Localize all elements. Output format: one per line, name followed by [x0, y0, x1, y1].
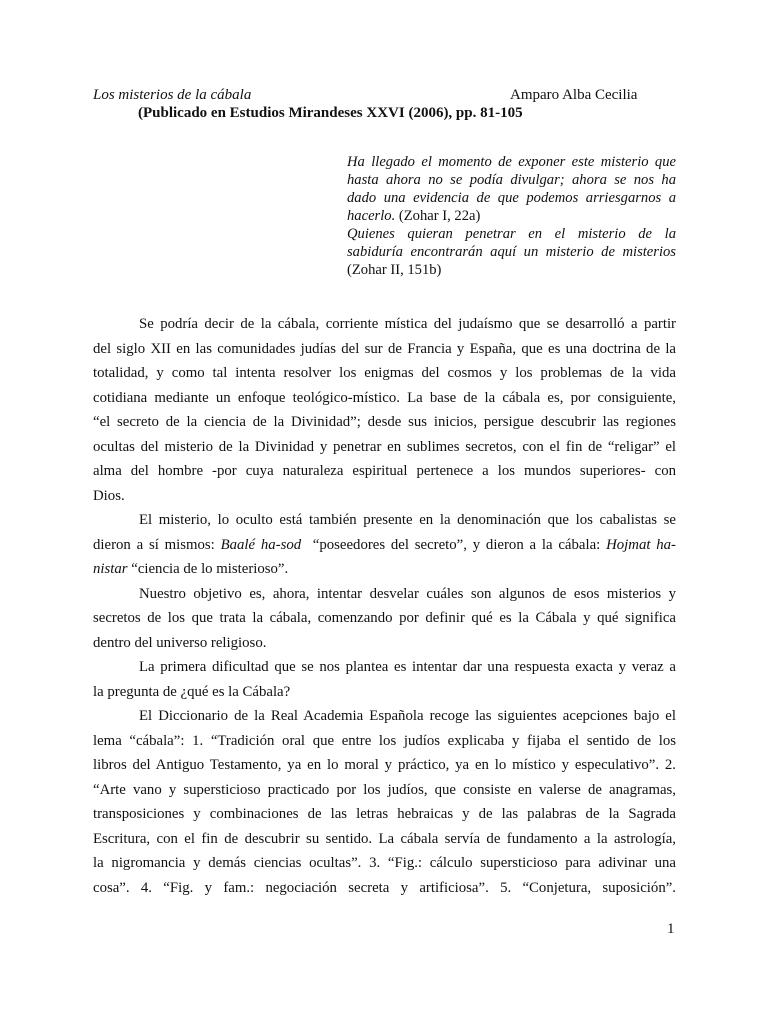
- text-line: totalidad, y como tal intenta resolver los enigmas del cosmos y los problemas de la vida: [93, 365, 676, 381]
- text-line: dieron a sí mismos: Baalé ha-sod “poseedores del secreto”, y dieron a la cábala: Hojmat ha-: [93, 536, 676, 553]
- page-number: 1: [667, 921, 675, 937]
- text-line: “Arte vano y supersticioso practicado por los judíos, que consiste en valerse de anagramas,: [93, 781, 676, 798]
- text-line: El Diccionario de la Real Academia Española recoge las siguientes acepciones bajo el: [139, 708, 676, 724]
- text-line: La primera dificultad que se nos plantea es intentar dar una respuesta exacta y veraz a: [139, 659, 676, 675]
- text-line: El misterio, lo oculto está también presente en la denominación que los cabalistas se: [139, 512, 676, 528]
- epigraph-reference: (Zohar II, 151b): [347, 262, 442, 278]
- text-line: la nigromancia y demás ciencias ocultas”. 3. “Fig.: cálculo supersticioso para adivinar una: [93, 855, 676, 871]
- hebrew-term: Hojmat ha-: [606, 536, 676, 553]
- author-name: Amparo Alba Cecilia: [510, 87, 638, 103]
- text-line: dentro del universo religioso.: [93, 634, 267, 651]
- text-line: nistar “ciencia de lo misterioso”.: [93, 561, 289, 577]
- text-line: alma del hombre -por cuya naturaleza espiritual pertenece a los mundos superiores- con: [93, 463, 676, 479]
- epigraph-line: sabiduría encontrarán aquí un misterio de misterios: [347, 244, 676, 260]
- text-line: Nuestro objetivo es, ahora, intentar desvelar cuáles son algunos de esos misterios y: [139, 585, 676, 602]
- hebrew-term: nistar: [93, 561, 128, 577]
- text-line: “el secreto de la ciencia de la Divinidad”; desde sus inicios, persigue descubrir las regiones: [93, 414, 676, 430]
- epigraph-line: Ha llegado el momento de exponer este misterio que: [347, 154, 676, 170]
- text-line: Se podría decir de la cábala, corriente mística del judaísmo que se desarrolló a partir: [139, 316, 676, 332]
- text-line: la pregunta de ¿qué es la Cábala?: [93, 683, 291, 700]
- publication-note: (Publicado en Estudios Mirandeses XXVI (2006), pp. 81-105: [138, 105, 523, 121]
- text-line: cotidiana mediante un enfoque teológico-místico. La base de la cábala es, por consiguiente,: [93, 389, 676, 406]
- hebrew-term: Baalé ha-sod: [220, 536, 302, 553]
- text-line: ocultas del misterio de la Divinidad y penetrar en sublimes secretos, con el fin de “religar” el: [93, 438, 676, 455]
- epigraph-line: hacerlo. (Zohar I, 22a): [347, 208, 481, 224]
- body-text: [93, 312, 676, 900]
- text-line: transposiciones y combinaciones de las letras hebraicas y de las palabras de la Sagrada: [93, 806, 676, 822]
- text-line: Escritura, con el fin de descubrir su sentido. La cábala servía de fundamento a la astrología,: [93, 830, 676, 847]
- text-line: Dios.: [93, 487, 125, 504]
- text-line: libros del Antiguo Testamento, ya en lo moral y práctico, ya en lo místico y especulativo”. 2.: [93, 757, 676, 773]
- text-line: cosa”. 4. “Fig. y fam.: negociación secreta y artificiosa”. 5. “Conjetura, suposición”.: [93, 879, 676, 896]
- epigraph: [347, 153, 676, 279]
- epigraph-line: Quienes quieran penetrar en el misterio de la: [347, 226, 676, 242]
- text-line: del siglo XII en las comunidades judías del sur de Francia y España, que es una doctrina de la: [93, 340, 676, 357]
- epigraph-line: dado una evidencia de que podemos arriesgarnos a: [347, 190, 676, 206]
- text-line: secretos de los que trata la cábala, comenzando por definir qué es la Cábala y qué significa: [93, 610, 676, 626]
- epigraph-reference: (Zohar I, 22a): [395, 208, 481, 224]
- article-title: Los misterios de la cábala: [93, 87, 252, 103]
- text-line: lema “cábala”: 1. “Tradición oral que entre los judíos explicaba y fijaba el sentido de los: [93, 732, 676, 749]
- epigraph-line: hasta ahora no se podía divulgar; ahora se nos ha: [347, 172, 676, 188]
